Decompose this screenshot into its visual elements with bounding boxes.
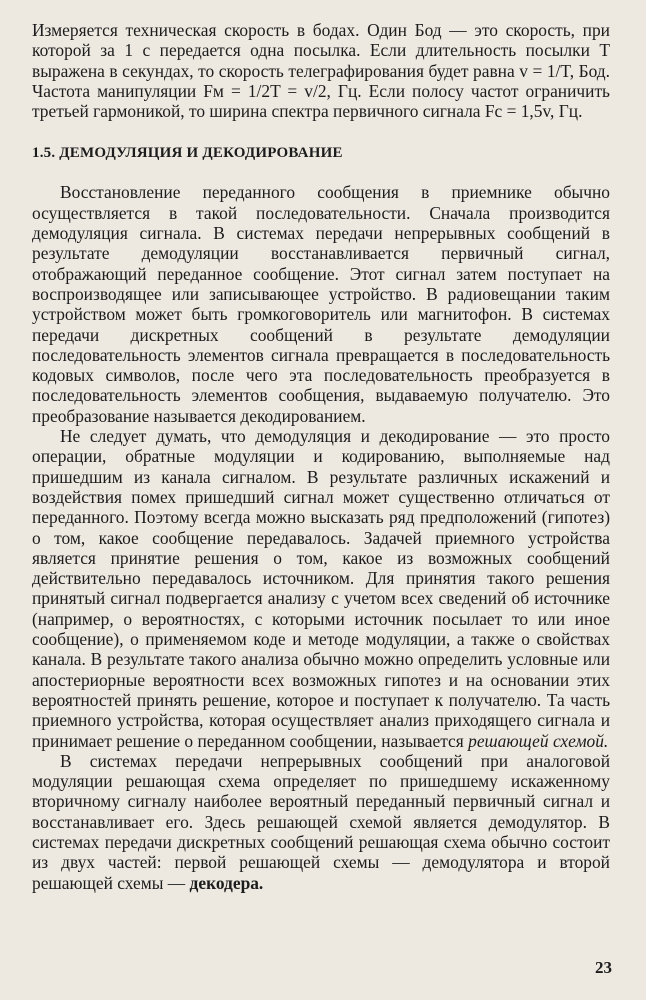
paragraph-demodulator-text: В системах передачи непрерывных сообщений при аналоговой модуляции решающая схема определяет по пришедшему искаженному вторичному сигналу наиболее вероятный переданный первичный сигнал и восстанавливает его. Здесь решающей схемой является демодулятор. В системах передачи дискретных сообщений решающая схема обычно состоит из двух частей: первой решающей схемы — демодулятора и второй решающей схемы —: [32, 750, 610, 893]
paragraph-restoration: Восстановление переданного сообщения в приемнике обычно осуществляется в такой последовательности. Сначала производится демодуляция сигнала. В системах передачи непрерывных сообщений в результате демодуляции восстанавливается первичный сигнал, отображающий переданное сообщение. Этот сигнал затем поступает на воспроизводящее или записывающее устройство. В радиовещании таким устройством может быть громкоговоритель или магнитофон. В системах передачи дискретных сообщений в результате демодуляции последовательность элементов сигнала превращается в последовательность кодовых символов, после чего эта последовательность преобразуется в последовательность элементов сообщения, выдаваемую получателю. Это преобразование называется декодированием.: [32, 182, 610, 426]
section-number: 1.5.: [32, 145, 56, 162]
paragraph-decision: [32, 426, 610, 751]
paragraph-decision-text: Не следует думать, что демодуляция и декодирование — это просто операции, обратные модуляции и кодированию, выполняемые над пришедшим из канала сигналом. В результате различных искажений и воздействия помех пришедший сигнал может существенно отличаться от переданного. Поэтому всегда можно высказать ряд предположений (гипотез) о том, какое сообщение передавалось. Задачей приемного устройства является принятие решения о том, какое из возможных сообщений действительно передавалось источником. Для принятия такого решения принятый сигнал подвергается анализу с учетом всех сведений об источнике (например, о вероятностях, с которыми источник посылает то или иное сообщение), о применяемом коде и методе модуляции, а также о свойствах канала. В результате такого анализа обычно можно определить условные или апостериорные вероятности всех возможных гипотез и на основании этих вероятностей принять решение, которое и поступает к получателю. Та часть приемного устройства, которая осуществляет анализ приходящего сигнала и принимает решение о переданном сообщении, называется: [32, 426, 610, 751]
decoder-term: декодера.: [189, 872, 264, 893]
section-heading: [32, 143, 610, 163]
paragraph-demodulator: [32, 751, 610, 893]
intro-paragraph: Измеряется техническая скорость в бодах. Один Бод — это скорость, при которой за 1 с передается одна посылка. Если длительность посылки T выражена в секундах, то скорость телеграфирования будет равна v = 1/T, Бод. Частота манипуляции Fм = 1/2T = v/2, Гц. Если полосу частот ограничить третьей гармоникой, то ширина спектра первичного сигнала Fc = 1,5v, Гц.: [32, 20, 610, 122]
section-title: ДЕМОДУЛЯЦИЯ И ДЕКОДИРОВАНИЕ: [59, 145, 343, 162]
page-body: [32, 20, 610, 893]
page-number: 23: [595, 958, 612, 977]
decision-circuit-term: решающей схемой.: [468, 730, 609, 751]
